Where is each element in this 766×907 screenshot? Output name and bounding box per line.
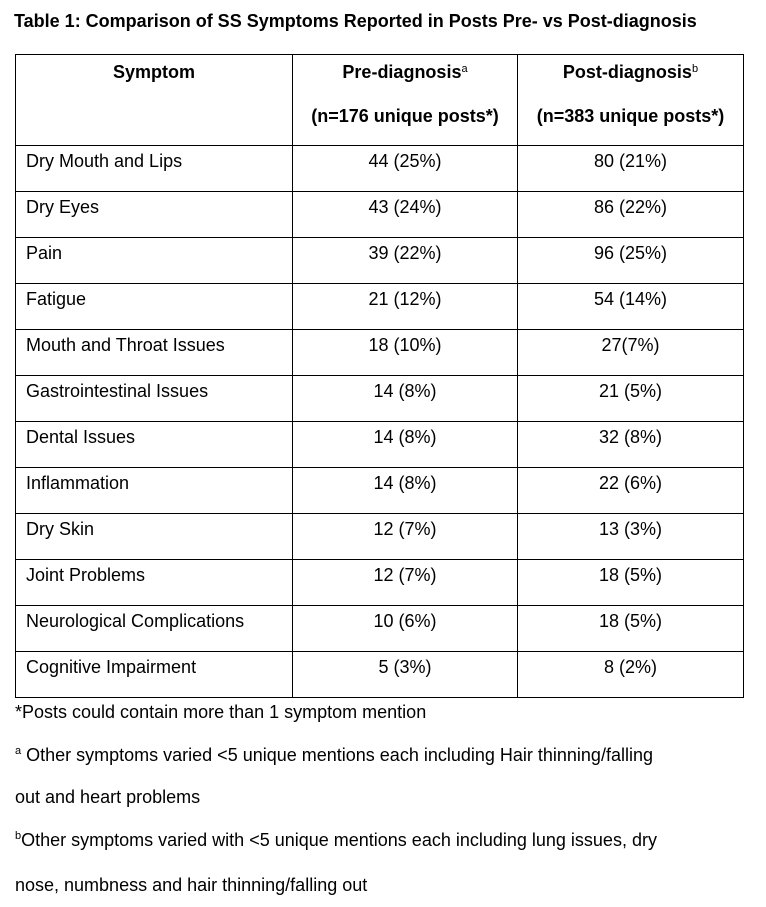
pre-diagnosis-cell [293, 330, 518, 376]
header-post-diagnosis [518, 55, 744, 146]
footnote-b-text: Other symptoms varied with <5 unique mentions each including lung issues, dry [21, 830, 657, 850]
post-diagnosis-cell [518, 192, 744, 238]
pre-diagnosis-cell-text: 14 (8%) [373, 473, 437, 493]
pre-diagnosis-cell-text: 21 (12%) [368, 289, 442, 309]
symptom-cell [16, 422, 293, 468]
post-diagnosis-cell [518, 560, 744, 606]
footnote-b-line2: nose, numbness and hair thinning/falling out [15, 875, 368, 895]
post-diagnosis-cell [518, 238, 744, 284]
pre-diagnosis-cell [293, 514, 518, 560]
symptom-cell-text: Neurological Complications [26, 611, 245, 631]
table-title: Table 1: Comparison of SS Symptoms Reported in Posts Pre- vs Post-diagnosis [14, 11, 697, 31]
symptom-cell-text: Dry Eyes [26, 197, 100, 217]
post-diagnosis-cell-text: 86 (22%) [593, 197, 668, 217]
post-diagnosis-cell [518, 652, 744, 698]
post-diagnosis-cell [518, 146, 744, 192]
pre-diagnosis-cell-text: 5 (3%) [378, 657, 432, 677]
pre-diagnosis-cell [293, 606, 518, 652]
post-diagnosis-cell-text: 13 (3%) [598, 519, 663, 539]
footnote-marker-a: a [461, 63, 468, 75]
post-diagnosis-cell [518, 606, 744, 652]
table-body [16, 146, 744, 698]
footnote-marker-b: b [691, 63, 699, 75]
post-diagnosis-cell-text: 96 (25%) [593, 243, 668, 263]
pre-diagnosis-cell [293, 468, 518, 514]
symptom-cell-text: Dental Issues [26, 427, 136, 447]
table-row [16, 192, 744, 238]
header-pre-diagnosis [293, 55, 518, 146]
post-diagnosis-cell [518, 284, 744, 330]
symptom-cell [16, 284, 293, 330]
post-diagnosis-cell [518, 422, 744, 468]
symptom-cell [16, 376, 293, 422]
post-diagnosis-cell [518, 468, 744, 514]
post-diagnosis-cell-text: 54 (14%) [593, 289, 668, 309]
symptom-cell [16, 606, 293, 652]
footnote-b-mark: b [15, 830, 22, 842]
table-row [16, 422, 744, 468]
pre-diagnosis-cell [293, 652, 518, 698]
symptom-cell [16, 514, 293, 560]
symptom-cell [16, 146, 293, 192]
post-diagnosis-cell [518, 514, 744, 560]
header-pre-count: (n=176 unique posts*) [311, 106, 499, 126]
pre-diagnosis-cell-text: 44 (25%) [368, 151, 442, 171]
footnote-star: *Posts could contain more than 1 symptom mention [15, 702, 427, 722]
post-diagnosis-cell-text: 18 (5%) [598, 565, 663, 585]
symptom-cell [16, 652, 293, 698]
header-symptom-label: Symptom [112, 62, 195, 82]
pre-diagnosis-cell [293, 422, 518, 468]
footnote-a-line2: out and heart problems [15, 787, 201, 807]
symptom-cell-text: Fatigue [26, 289, 87, 309]
symptom-cell-text: Pain [26, 243, 63, 263]
symptom-table [15, 54, 744, 698]
symptom-cell [16, 238, 293, 284]
header-pre-label: Pre-diagnosis [342, 62, 462, 82]
pre-diagnosis-cell [293, 238, 518, 284]
pre-diagnosis-cell-text: 14 (8%) [373, 381, 437, 401]
symptom-cell-text: Mouth and Throat Issues [26, 335, 225, 355]
symptom-cell [16, 468, 293, 514]
table-row [16, 284, 744, 330]
pre-diagnosis-cell [293, 146, 518, 192]
pre-diagnosis-cell [293, 192, 518, 238]
pre-diagnosis-cell [293, 560, 518, 606]
symptom-cell [16, 560, 293, 606]
symptom-cell-text: Cognitive Impairment [26, 657, 197, 677]
table-row [16, 514, 744, 560]
post-diagnosis-cell-text: 32 (8%) [598, 427, 663, 447]
pre-diagnosis-cell-text: 12 (7%) [373, 519, 437, 539]
symptom-cell-text: Dry Mouth and Lips [26, 151, 183, 171]
post-diagnosis-cell-text: 8 (2%) [603, 657, 657, 677]
footnote-a-mark: a [15, 745, 22, 757]
post-diagnosis-cell-text: 22 (6%) [598, 473, 663, 493]
footnote-a-text: Other symptoms varied <5 unique mentions each including Hair thinning/falling [21, 745, 653, 765]
table-row [16, 468, 744, 514]
table-row [16, 606, 744, 652]
symptom-cell-text: Dry Skin [26, 519, 95, 539]
symptom-cell [16, 330, 293, 376]
pre-diagnosis-cell [293, 284, 518, 330]
footnote-a-line1 [15, 745, 653, 765]
post-diagnosis-cell [518, 376, 744, 422]
pre-diagnosis-cell-text: 39 (22%) [368, 243, 442, 263]
header-post-count: (n=383 unique posts*) [536, 106, 725, 126]
table-row [16, 652, 744, 698]
table-row [16, 330, 744, 376]
pre-diagnosis-cell-text: 43 (24%) [368, 197, 442, 217]
post-diagnosis-cell-text: 21 (5%) [598, 381, 663, 401]
post-diagnosis-cell-text: 18 (5%) [598, 611, 663, 631]
table-row [16, 560, 744, 606]
table-row [16, 376, 744, 422]
pre-diagnosis-cell-text: 18 (10%) [368, 335, 442, 355]
symptom-cell [16, 192, 293, 238]
pre-diagnosis-cell-text: 10 (6%) [373, 611, 437, 631]
table-row [16, 238, 744, 284]
pre-diagnosis-cell-text: 14 (8%) [373, 427, 437, 447]
pre-diagnosis-cell-text: 12 (7%) [373, 565, 437, 585]
symptom-cell-text: Inflammation [26, 473, 130, 493]
post-diagnosis-cell-text: 27(7%) [601, 335, 660, 355]
symptom-cell-text: Joint Problems [26, 565, 146, 585]
table-row [16, 146, 744, 192]
header-symptom [16, 55, 293, 146]
footnote-b-line1 [15, 830, 657, 850]
post-diagnosis-cell [518, 330, 744, 376]
table-header-row [16, 55, 744, 146]
header-post-label: Post-diagnosis [562, 62, 692, 82]
symptom-cell-text: Gastrointestinal Issues [26, 381, 209, 401]
post-diagnosis-cell-text: 80 (21%) [593, 151, 668, 171]
pre-diagnosis-cell [293, 376, 518, 422]
